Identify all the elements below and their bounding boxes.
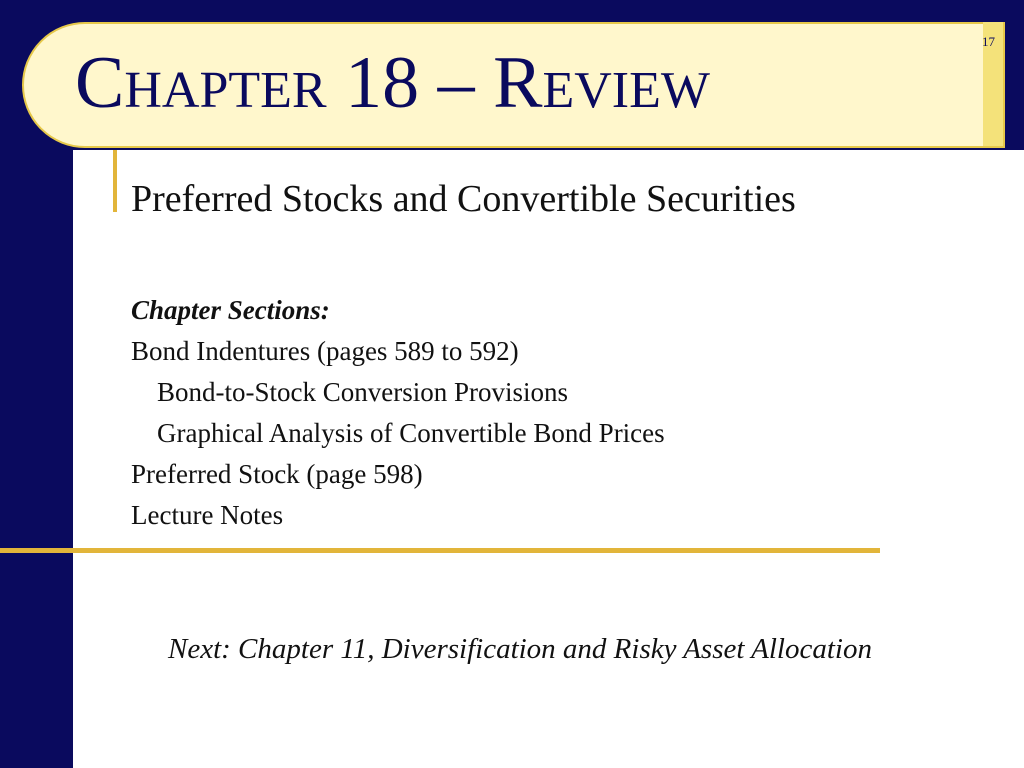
slide-number: 17 [982,34,995,49]
body-accent-bar [113,150,117,212]
section-item-bond-indentures: Bond Indentures (pages 589 to 592) [131,336,519,366]
gold-divider [0,548,880,553]
slide-subtitle: Preferred Stocks and Convertible Securities [131,178,796,220]
section-item-preferred-stock: Preferred Stock (page 598) [131,459,423,489]
chapter-sections [131,290,665,536]
sections-heading: Chapter Sections: [131,295,330,325]
next-chapter-note: Next: Chapter 11, Diversification and Risky Asset Allocation [168,633,872,665]
section-item-conversion-provisions: Bond-to-Stock Conversion Provisions [157,377,569,407]
section-item-lecture-notes: Lecture Notes [131,500,284,530]
section-item-graphical-analysis: Graphical Analysis of Convertible Bond Prices [157,418,665,448]
slide-title: Chapter 18 – Review [75,42,710,124]
